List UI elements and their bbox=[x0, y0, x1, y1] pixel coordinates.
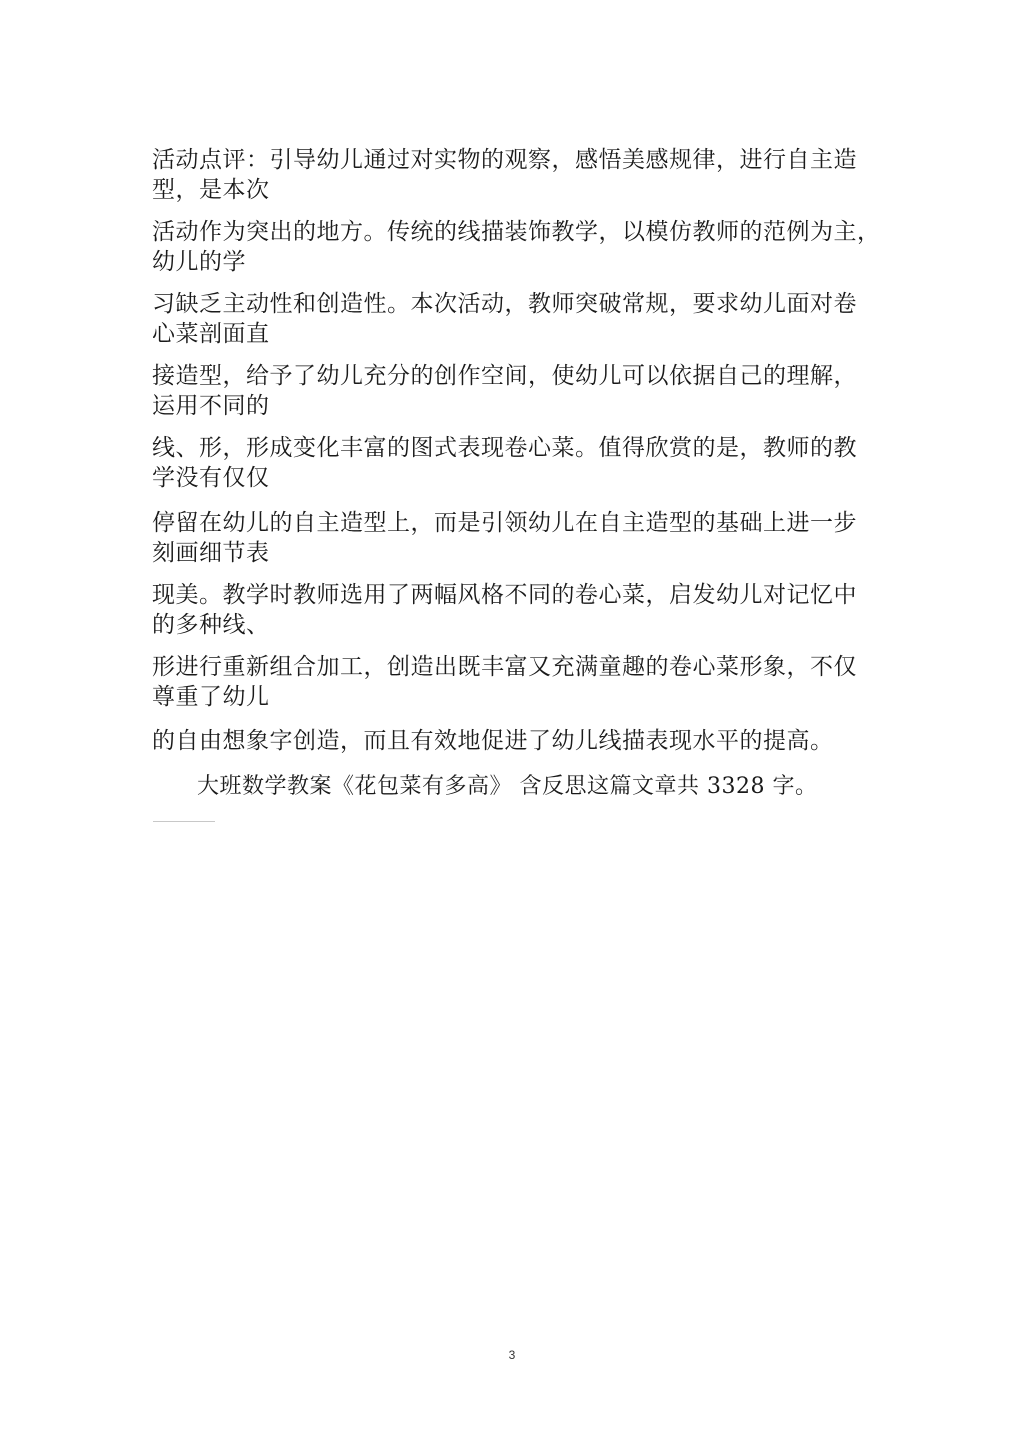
paragraph-line: 活动作为突出的地方。传统的线描装饰教学，以模仿教师的范例为主， bbox=[152, 219, 881, 245]
divider bbox=[153, 821, 215, 822]
paragraph-line: 尊重了幼儿 bbox=[152, 684, 270, 710]
paragraph-line: 运用不同的 bbox=[152, 393, 270, 419]
paragraph-line: 心菜剖面直 bbox=[152, 321, 270, 347]
paragraph-line: 的自由想象字创造，而且有效地促进了幼儿线描表现水平的提高。 bbox=[152, 728, 834, 754]
paragraph-line: 停留在幼儿的自主造型上，而是引领幼儿在自主造型的基础上进一步 bbox=[152, 510, 857, 536]
paragraph-line: 活动点评：引导幼儿通过对实物的观察，感悟美感规律，进行自主造 bbox=[152, 147, 857, 173]
paragraph-line: 型，是本次 bbox=[152, 177, 270, 203]
paragraph-line: 接造型，给予了幼儿充分的创作空间，使幼儿可以依据自己的理解， bbox=[152, 363, 857, 389]
paragraph-line: 线、形，形成变化丰富的图式表现卷心菜。值得欣赏的是，教师的教 bbox=[152, 435, 857, 461]
article-summary: 大班数学教案《花包菜有多高》 含反思这篇文章共 3328 字。 bbox=[197, 774, 818, 799]
paragraph-line: 形进行重新组合加工，创造出既丰富又充满童趣的卷心菜形象，不仅 bbox=[152, 654, 857, 680]
paragraph-line: 的多种线、 bbox=[152, 612, 270, 638]
paragraph-line: 刻画细节表 bbox=[152, 540, 270, 566]
paragraph-line: 现美。教学时教师选用了两幅风格不同的卷心菜，启发幼儿对记忆中 bbox=[152, 582, 857, 608]
paragraph-line: 习缺乏主动性和创造性。本次活动，教师突破常规，要求幼儿面对卷 bbox=[152, 291, 857, 317]
paragraph-line: 幼儿的学 bbox=[152, 249, 246, 275]
page-number: 3 bbox=[508, 1348, 516, 1362]
paragraph-line: 学没有仅仅 bbox=[152, 465, 270, 491]
